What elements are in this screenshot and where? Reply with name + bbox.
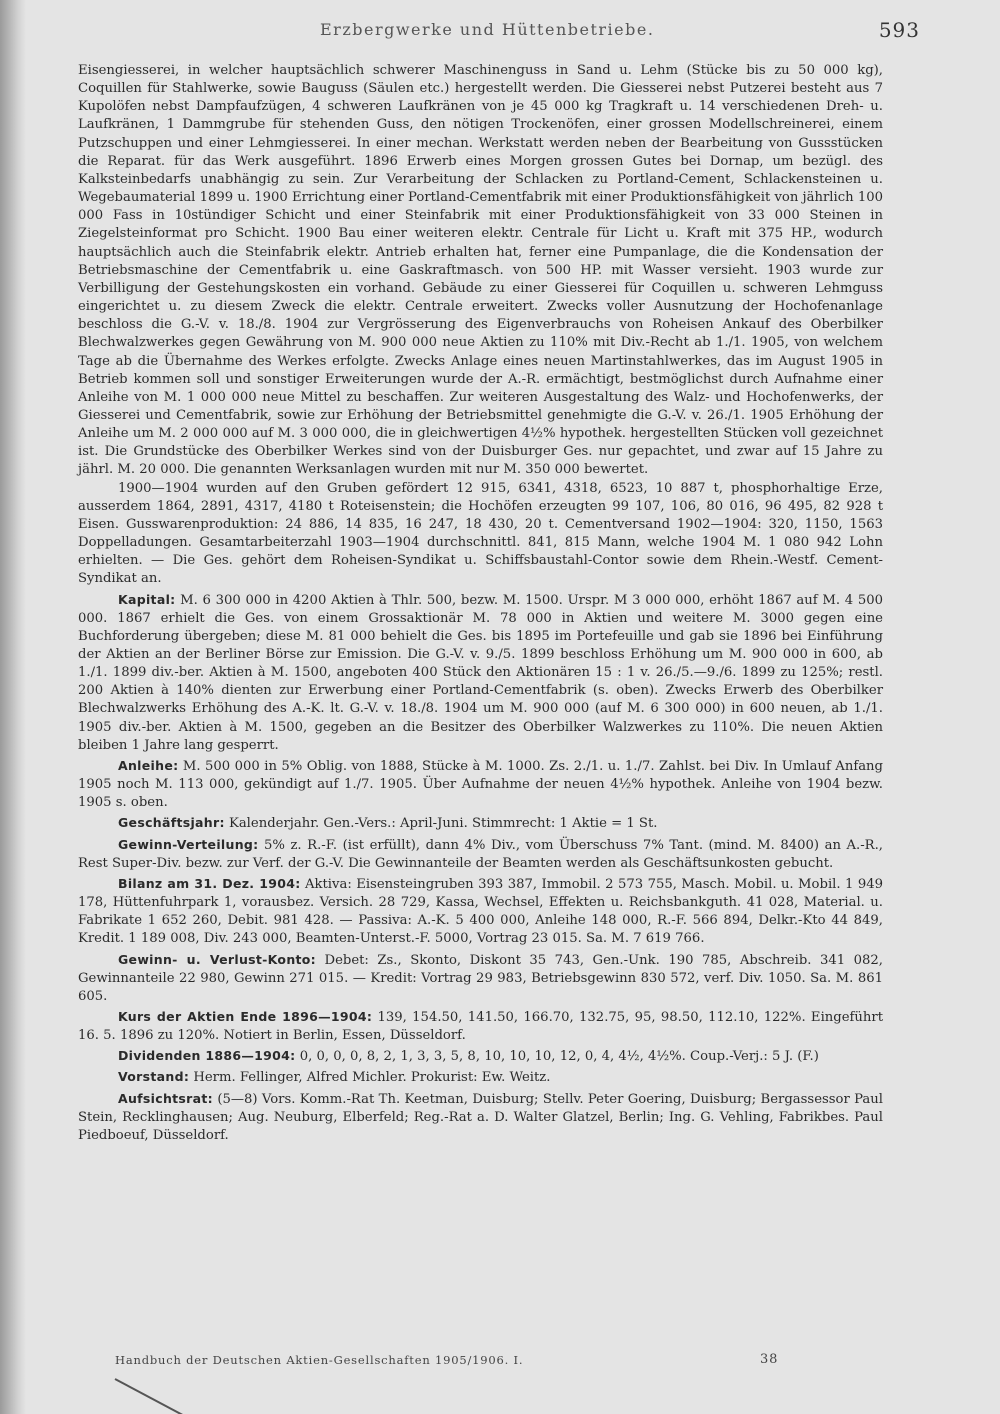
paragraph-text: Debet: Zs., Skonto, Diskont 35 743, Gen.-Unk. 190 785, Abschreib. 341 082, Gewinnanteile 22 980, Gewinn 271 015. — Kredit: Vortrag 29 983, Betriebsgewinn 830 572, verf. Div. 1050. Sa. M. 861 605. [78, 952, 884, 1004]
paragraph-gewinn-verteilung [78, 836, 883, 873]
section-label: Geschäftsjahr: [118, 815, 225, 831]
paragraph-geschaeftsjahr [78, 814, 883, 833]
section-label: Anleihe: [118, 757, 179, 773]
paragraph-kapital [78, 591, 883, 755]
paragraph [78, 480, 883, 589]
footer-book-title: Handbuch der Deutschen Aktien-Gesellschaften 1905/1906. I. [115, 1353, 524, 1367]
paragraph [78, 62, 883, 480]
section-label: Gewinn-Verteilung: [118, 836, 259, 852]
paragraph-aufsichtsrat [78, 1090, 883, 1145]
binding-shadow [0, 0, 26, 1414]
section-label: Gewinn- u. Verlust-Konto: [118, 951, 316, 967]
paragraph-text: 5% z. R.-F. (ist erfüllt), dann 4% Div., vom Überschuss 7% Tant. (mind. M. 8400) an A.-R., Rest Super-Div. bezw. zur Verf. der G.-V. Die Gewinnanteile der Beamten werden als Geschäftsunkosten gebucht. [78, 837, 883, 871]
running-title: Erzbergwerke und Hüttenbetriebe. [320, 20, 655, 39]
paragraph-text: 139, 154.50, 141.50, 166.70, 132.75, 95, 98.50, 112.10, 122%. Eingeführt 16. 5. 1896 zu 120%. Notiert in Berlin, Essen, Düsseldorf. [78, 1009, 883, 1044]
page-number: 593 [878, 18, 920, 42]
footer-signature-number: 38 [760, 1352, 779, 1367]
paragraph-text: M. 6 300 000 in 4200 Aktien à Thlr. 500, bezw. M. 1500. Urspr. M 3 000 000, erhöht 1867 auf M. 4 500 000. 1867 erhielt die Ges. von einem Grossaktionär M. 78 000 in Aktien und weitere M. 3000 gegen eine Buchforderung übergeben; diese M. 81 000 behielt die Ges. bis 1895 im Portefeuille und gab sie 1896 bei Einführung der Aktien an der Berliner Börse zur Emission. Die G.-V. v. 9./5. 1899 beschloss Erhöhung um M. 900 000 in 600, ab 1./1. 1899 div.-ber. Aktien à M. 1500, angeboten 400 Stück den Aktionären 15 : 1 v. 26./5.—9./6. 1899 zu 125%; restl. 200 Aktien à 140% dienten zur Erwerbung einer Portland-Cementfabrik (s. oben). Zwecks Erwerb des Oberbilker Blechwalzwerks Erhöhung des A.-K. lt. G.-V. v. 18./8. 1904 um M. 900 000 (auf M. 6 300 000) in 600 neuen, ab 1./1. 1905 div.-ber. Aktien à M. 1500, gegeben an die Besitzer des Oberbilker Walzwerkes zu 110%. Die neuen Aktien bleiben 1 Jahre lang gesperrt. [78, 592, 883, 753]
section-label: Bilanz am 31. Dez. 1904: [118, 875, 301, 891]
section-label: Kapital: [118, 591, 176, 607]
paragraph-text: 1900—1904 wurden auf den Gruben gefördert 12 915, 6341, 4318, 6523, 10 887 t, phosphorhaltige Erze, ausserdem 1864, 2891, 4317, 4180 t Roteisenstein; die Hochöfen erzeugten 99 107, 106, 80 016, 96 495, 82 928 t Eisen. Gusswarenproduktion: 24 886, 14 835, 16 247, 18 430, 20 t. Cementversand 1902—1904: 320, 1150, 1563 Doppelladungen. Gesamtarbeiterzahl 1903—1904 durchschnittl. 841, 815 Mann, welche 1904 M. 1 080 942 Lohn erhielten. — Die Ges. gehört dem Roheisen-Syndikat u. Schiffsbaustahl-Contor sowie dem Rhein.-Westf. Cement-Syndikat an. [78, 480, 883, 587]
paragraph-anleihe [78, 757, 883, 812]
paragraph-dividenden [78, 1047, 883, 1066]
page-footer [115, 1353, 815, 1367]
section-label: Vorstand: [118, 1069, 190, 1085]
paragraph-text: (5—8) Vors. Komm.-Rat Th. Keetman, Duisburg; Stellv. Peter Goering, Duisburg; Bergassessor Paul Stein, Recklinghausen; Aug. Neuburg, Elberfeld; Reg.-Rat a. D. Walter Glatzel, Berlin; Ing. G. Vehling, Fabrikbes. Paul Piedboeuf, Düsseldorf. [78, 1091, 883, 1143]
paragraph-text: 0, 0, 0, 0, 8, 2, 1, 3, 3, 5, 8, 10, 10, 10, 12, 0, 4, 4½, 4½%. Coup.-Verj.: 5 J. (F.) [299, 1049, 819, 1065]
section-label: Kurs der Aktien Ende 1896—1904: [118, 1008, 373, 1024]
paragraph-bilanz [78, 875, 883, 949]
paragraph-text: Herm. Fellinger, Alfred Michler. Prokurist: Ew. Weitz. [193, 1070, 551, 1086]
paragraph-gewinn-verlust [78, 951, 883, 1006]
paragraph-kurs [78, 1008, 883, 1045]
section-label: Dividenden 1886—1904: [118, 1048, 296, 1064]
paragraph-text: Eisengiesserei, in welcher hauptsächlich schwerer Maschinenguss in Sand u. Lehm (Stücke bis zu 50 000 kg), Coquillen für Stahlwerke, sowie Bauguss (Säulen etc.) hergestellt werden. Die Giesserei nebst Putzerei besteht aus 7 Kupolöfen nebst Dampfaufzügen, 4 schweren Laufkränen von je 45 000 kg Tragkraft u. 14 verschiedenen Dreh- u. Laufkränen, 1 Dammgrube für stehenden Guss, den nötigen Trockenöfen, einer grossen Modellschreinerei, einem Putzschuppen und einer Lehmgiesserei. In einer mechan. Werkstatt werden neben der Bearbeitung von Gussstücken die Reparat. für das Werk ausgeführt. 1896 Erwerb eines Morgen grossen Gutes bei Dornap, um bezügl. des Kalksteinbedarfs unabhängig zu sein. Zur Verarbeitung der Schlacken zu Portland-Cement, Schlackensteinen u. Wegebaumaterial 1899 u. 1900 Errichtung einer Portland-Cementfabrik mit einer Produktionsfähigkeit von jährlich 100 000 Fass in 10stündiger Schicht und einer Steinfabrik mit einer Produktionsfähigkeit von 33 000 Steinen in Ziegelsteinformat pro Schicht. 1900 Bau einer weiteren elektr. Centrale für Licht u. Kraft mit 375 HP., wodurch hauptsächlich auch die Steinfabrik elektr. Antrieb erhalten hat, ferner eine Pumpanlage, die die Kondensation der Betriebsmaschine der Cementfabrik u. eine Gaskraftmasch. von 500 HP. mit Wasser versieht. 1903 wurde zur Verbilligung der Gestehungskosten ein vorhand. Gebäude zu einer Giesserei für Coquillen u. schweren Lehmguss eingerichtet u. zu diesem Zweck die elektr. Centrale erweitert. Zwecks voller Ausnutzung der Hochofenanlage beschloss die G.-V. v. 18./8. 1904 zur Vergrösserung des Eigenverbrauchs von Roheisen Ankauf des Oberbilker Blechwalzwerkes gegen Gewährung von M. 900 000 neue Aktien zu 110% mit Div.-Recht ab 1./1. 1905, von welchem Tage ab die Übernahme des Werkes erfolgte. Zwecks Anlage eines neuen Martinstahlwerkes, das im August 1905 in Betrieb kommen soll und sonstiger Erweiterungen wurde der A.-R. ermächtigt, bestmöglichst durch Aufnahme einer Anleihe von M. 1 000 000 neue Mittel zu beschaffen. Zur weiteren Ausgestaltung des Walz- und Hochofenwerks, der Giesserei und Cementfabrik, sowie zur Erhöhung der Betriebsmittel genehmigte die G.-V. v. 26./1. 1905 Erhöhung der Anleihe um M. 2 000 000 auf M. 3 000 000, die in gleichwertigen 4½% hypothek. hergestellten Stücken voll gezeichnet ist. Die Grundstücke des Oberbilker Werkes sind von der Duisburger Ges. nur gepachtet, und zwar auf 15 Jahre zu jährl. M. 20 000. Die genannten Werksanlagen wurden mit nur M. 350 000 bewertet. [78, 63, 883, 478]
paragraph-vorstand [78, 1068, 883, 1087]
paragraph-text: Kalenderjahr. Gen.-Vers.: April-Juni. Stimmrecht: 1 Aktie = 1 St. [228, 816, 658, 832]
section-label: Aufsichtsrat: [118, 1090, 213, 1106]
scan-scratch-mark [115, 1378, 213, 1414]
paragraph-text: M. 500 000 in 5% Oblig. von 1888, Stücke à M. 1000. Zs. 2./1. u. 1./7. Zahlst. bei Div. In Umlauf Anfang 1905 noch M. 113 000, gekündigt auf 1./7. 1905. Über Aufnahme der neuen 4½% hypothek. Anleihe von 1904 bezw. 1905 s. oben. [78, 758, 883, 811]
paragraph-text: Aktiva: Eisensteingruben 393 387, Immobil. 2 573 755, Masch. Mobil. u. Mobil. 1 949 178, Hüttenfuhrpark 1, vorausbez. Versich. 28 729, Kassa, Wechsel, Effekten u. Reichsbankguth. 41 028, Material. u. Fabrikate 1 652 260, Debit. 981 428. — Passiva: A.-K. 5 400 000, Anleihe 148 000, R.-F. 566 894, Delkr.-Kto 44 849, Kredit. 1 189 008, Div. 243 000, Beamten-Unterst.-F. 5000, Vortrag 23 015. Sa. M. 7 619 766. [78, 876, 883, 947]
body-text [78, 62, 883, 1145]
